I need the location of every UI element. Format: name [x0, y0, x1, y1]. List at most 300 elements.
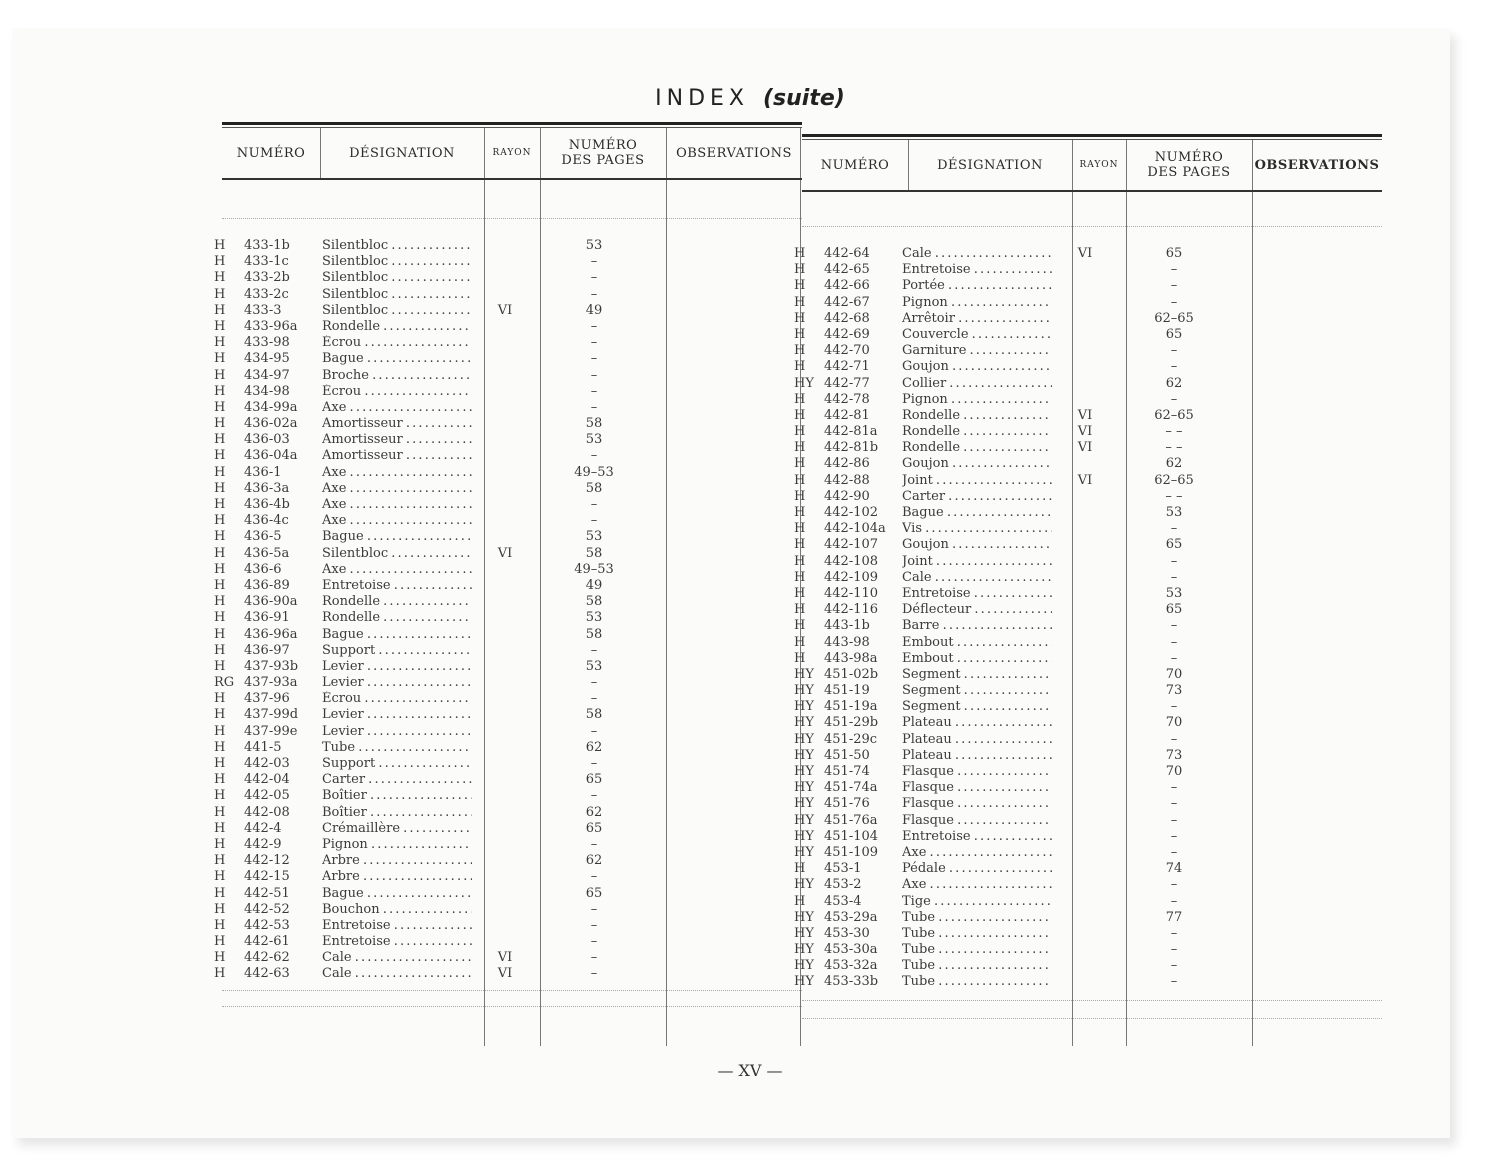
row-number: 451-76a — [824, 812, 878, 828]
table-row — [794, 667, 1382, 683]
row-rayon: VI — [497, 966, 513, 982]
row-designation: Carter . . . — [902, 489, 1052, 504]
row-pages: 58 — [585, 626, 603, 642]
row-number: 433-98 — [244, 335, 290, 351]
row-pages: – — [1170, 294, 1178, 310]
row-prefix: H — [794, 569, 806, 585]
row-number: 453-29a — [824, 909, 878, 925]
row-prefix: H — [214, 869, 226, 885]
row-number: 442-107 — [824, 537, 879, 553]
row-number: 451-50 — [824, 747, 870, 763]
row-pages: – — [1170, 942, 1178, 958]
row-number: 442-64 — [824, 246, 870, 261]
row-designation: Levier . . . — [322, 659, 472, 674]
row-prefix: H — [214, 448, 226, 464]
row-number: 433-2b — [244, 270, 290, 286]
row-designation: Tube . . . — [902, 910, 1052, 925]
table-row — [794, 278, 1382, 294]
row-prefix: H — [794, 262, 806, 278]
row-number: 436-6 — [244, 561, 282, 577]
row-number: 437-99e — [244, 723, 298, 739]
table-row — [794, 392, 1382, 408]
row-pages: – — [590, 367, 598, 383]
row-designation: Axe . . . — [322, 562, 472, 577]
dotted-rule — [802, 226, 1382, 227]
row-pages: – — [590, 318, 598, 334]
row-prefix: HY — [794, 877, 814, 893]
row-pages: – — [590, 901, 598, 917]
table-row — [214, 416, 802, 432]
table-row — [794, 570, 1382, 586]
table-row — [794, 262, 1382, 278]
row-prefix: H — [794, 488, 806, 504]
row-prefix: HY — [794, 683, 814, 699]
table-row — [214, 594, 802, 610]
row-number: 443-98a — [824, 650, 878, 666]
table-row — [794, 861, 1382, 877]
row-number: 442-90 — [824, 488, 870, 504]
header-pages-line1: NUMÉRO — [1154, 150, 1224, 165]
row-designation: Pignon . . . — [322, 837, 472, 852]
row-prefix: H — [214, 853, 226, 869]
row-prefix: RG — [214, 675, 235, 691]
row-prefix: H — [794, 505, 806, 520]
title-suffix: (suite) — [763, 86, 845, 111]
row-prefix: H — [214, 351, 226, 367]
row-designation: Axe . . . — [322, 497, 472, 512]
table-row — [794, 699, 1382, 715]
row-pages: – — [590, 756, 598, 771]
table-row — [214, 529, 802, 545]
row-designation: Rondelle . . . — [902, 424, 1052, 439]
row-designation: Segment . . . — [902, 667, 1052, 682]
column-divider — [908, 140, 909, 190]
row-designation: Axe . . . — [322, 513, 472, 528]
table-row — [214, 319, 802, 335]
row-rayon: VI — [497, 302, 513, 318]
row-rayon: VI — [1077, 407, 1093, 423]
page-title — [0, 86, 1500, 111]
row-pages: – — [1170, 650, 1178, 666]
row-designation: Amortisseur . . . — [322, 416, 472, 431]
row-pages: – — [590, 254, 598, 270]
table-row — [794, 748, 1382, 764]
row-prefix: H — [794, 359, 806, 375]
row-designation: Amortisseur . . . — [322, 432, 472, 447]
row-prefix: HY — [794, 666, 814, 682]
row-pages: – – — [1165, 488, 1183, 504]
row-pages: 58 — [585, 480, 603, 496]
row-designation: Rondelle . . . — [322, 594, 472, 609]
row-number: 442-9 — [244, 836, 282, 852]
table-row — [794, 651, 1382, 667]
table-row — [794, 715, 1382, 731]
row-number: 451-19a — [824, 699, 878, 715]
row-number: 442-12 — [244, 853, 290, 869]
row-number: 453-30a — [824, 942, 878, 958]
row-number: 442-102 — [824, 505, 879, 520]
row-prefix: HY — [794, 764, 814, 779]
row-number: 442-51 — [244, 885, 290, 901]
row-pages: 49–53 — [574, 464, 614, 480]
row-pages: – — [1170, 699, 1178, 715]
row-number: 436-91 — [244, 610, 290, 626]
row-prefix: H — [214, 335, 226, 351]
row-prefix: H — [214, 513, 226, 529]
row-prefix: H — [214, 561, 226, 577]
row-designation: Joint . . . — [902, 473, 1052, 488]
row-prefix: H — [794, 310, 806, 326]
title-text: INDEX — [655, 86, 749, 111]
row-number: 442-52 — [244, 901, 290, 917]
row-number: 442-61 — [244, 934, 290, 950]
row-prefix: H — [794, 278, 806, 294]
row-prefix: HY — [794, 699, 814, 715]
row-designation: Axe . . . — [902, 845, 1052, 860]
table-row — [214, 254, 802, 270]
row-pages: – — [1170, 618, 1178, 634]
table-row — [214, 610, 802, 626]
row-pages: 65 — [1165, 537, 1183, 553]
row-pages: 65 — [585, 820, 603, 836]
row-pages: 65 — [585, 772, 603, 788]
row-pages: 53 — [1165, 585, 1183, 601]
row-number: 433-96a — [244, 318, 298, 334]
row-number: 434-98 — [244, 383, 290, 399]
row-pages: – — [590, 513, 598, 529]
row-number: 451-02b — [824, 666, 879, 682]
row-pages: – — [1170, 731, 1178, 747]
row-rayon: VI — [1077, 440, 1093, 456]
row-designation: Flasque . . . — [902, 796, 1052, 811]
row-pages: 62 — [585, 739, 603, 755]
table-row — [794, 408, 1382, 424]
row-number: 442-67 — [824, 294, 870, 310]
row-pages: 77 — [1165, 909, 1183, 925]
row-prefix: H — [794, 456, 806, 472]
row-designation: Levier . . . — [322, 707, 472, 722]
row-prefix: H — [214, 723, 226, 739]
table-row — [214, 837, 802, 853]
table-row — [794, 343, 1382, 359]
row-number: 433-3 — [244, 302, 282, 318]
row-prefix: HY — [794, 812, 814, 828]
table-row — [794, 635, 1382, 651]
row-number: 437-93a — [244, 675, 298, 691]
row-prefix: H — [214, 642, 226, 658]
row-prefix: H — [214, 804, 226, 820]
row-pages: 58 — [585, 594, 603, 610]
table-row — [794, 311, 1382, 327]
row-number: 442-81a — [824, 424, 878, 440]
table-row — [794, 456, 1382, 472]
row-number: 434-97 — [244, 367, 290, 383]
row-prefix: H — [794, 537, 806, 553]
row-pages: – – — [1165, 424, 1183, 440]
row-number: 442-110 — [824, 585, 879, 601]
table-row — [794, 618, 1382, 634]
row-designation: Embout . . . — [902, 635, 1052, 650]
row-number: 442-77 — [824, 375, 870, 391]
row-designation: Tube . . . — [902, 942, 1052, 957]
table-row — [214, 659, 802, 675]
row-designation: Entretoise . . . — [902, 829, 1052, 844]
dotted-rule — [802, 1000, 1382, 1001]
row-number: 434-95 — [244, 351, 290, 367]
row-pages: – — [590, 950, 598, 966]
row-designation: Collier . . . — [902, 376, 1052, 391]
row-number: 437-99d — [244, 707, 299, 723]
row-designation: Joint . . . — [902, 554, 1052, 569]
row-number: 442-81 — [824, 407, 870, 423]
row-prefix: H — [214, 917, 226, 933]
row-pages: 53 — [585, 529, 603, 545]
row-pages: – — [1170, 796, 1178, 812]
table-row — [214, 351, 802, 367]
table-row — [794, 602, 1382, 618]
row-number: 451-29c — [824, 731, 878, 747]
table-row — [214, 772, 802, 788]
row-prefix: HY — [794, 958, 814, 974]
table-row — [214, 546, 802, 562]
table-row — [794, 796, 1382, 812]
row-pages: – — [590, 675, 598, 691]
row-designation: Silentbloc . . . — [322, 254, 472, 269]
table-row — [794, 521, 1382, 537]
left-rows — [214, 238, 802, 983]
row-designation: Pignon . . . — [902, 295, 1052, 310]
table-row — [794, 246, 1382, 262]
top-rule — [222, 122, 802, 125]
row-number: 442-70 — [824, 343, 870, 359]
row-designation: Bouchon . . . — [322, 902, 472, 917]
table-row — [214, 691, 802, 707]
row-designation: Plateau . . . — [902, 732, 1052, 747]
table-row — [214, 627, 802, 643]
row-designation: Cale . . . — [322, 950, 472, 965]
row-number: 436-1 — [244, 464, 282, 480]
row-pages: – — [1170, 925, 1178, 941]
table-row — [214, 950, 802, 966]
header-rayon: RAYON — [1079, 159, 1119, 170]
row-number: 436-02a — [244, 416, 298, 432]
row-prefix: H — [794, 521, 806, 537]
row-number: 442-69 — [824, 326, 870, 342]
row-designation: Support . . . — [322, 643, 472, 658]
table-row — [214, 578, 802, 594]
row-designation: Tube . . . — [902, 958, 1052, 973]
row-number: 453-32a — [824, 958, 878, 974]
row-prefix: H — [214, 497, 226, 512]
row-designation: Rondelle . . . — [322, 610, 472, 625]
row-number: 451-74 — [824, 764, 870, 779]
row-prefix: H — [794, 634, 806, 650]
row-prefix: H — [794, 893, 806, 909]
row-prefix: H — [214, 270, 226, 286]
table-row — [214, 368, 802, 384]
table-row — [214, 756, 802, 772]
table-row — [214, 448, 802, 464]
row-pages: 62 — [1165, 375, 1183, 391]
row-prefix: HY — [794, 731, 814, 747]
row-pages: 53 — [1165, 505, 1183, 520]
row-prefix: H — [214, 529, 226, 545]
row-rayon: VI — [1077, 472, 1093, 488]
row-pages: 62–65 — [1154, 310, 1194, 326]
row-rayon: VI — [497, 545, 513, 561]
row-pages: 49 — [585, 302, 603, 318]
row-prefix: H — [794, 343, 806, 359]
table-row — [214, 432, 802, 448]
row-pages: – — [590, 383, 598, 399]
row-designation: Arbre . . . — [322, 869, 472, 884]
table-row — [214, 853, 802, 869]
row-pages: 70 — [1165, 715, 1183, 731]
row-pages: – — [590, 351, 598, 367]
row-number: 451-29b — [824, 715, 879, 731]
row-prefix: HY — [794, 942, 814, 958]
row-designation: Tube . . . — [322, 740, 472, 755]
row-prefix: H — [214, 966, 226, 982]
row-pages: – — [590, 723, 598, 739]
row-pages: 58 — [585, 545, 603, 561]
row-prefix: H — [214, 383, 226, 399]
row-number: 451-74a — [824, 780, 878, 796]
table-row — [214, 886, 802, 902]
row-designation: Flasque . . . — [902, 813, 1052, 828]
row-prefix: H — [214, 464, 226, 480]
row-prefix: H — [214, 286, 226, 302]
row-pages: – — [590, 836, 598, 852]
row-number: 442-63 — [244, 966, 290, 982]
row-prefix: H — [214, 658, 226, 674]
row-designation: Couvercle . . . — [902, 327, 1052, 342]
row-rayon: VI — [1077, 424, 1093, 440]
row-prefix: H — [214, 901, 226, 917]
row-prefix: H — [794, 424, 806, 440]
row-prefix: H — [794, 326, 806, 342]
row-number: 442-08 — [244, 804, 290, 820]
row-pages: – — [590, 270, 598, 286]
index-table-right — [794, 134, 1382, 1046]
row-number: 442-109 — [824, 569, 879, 585]
row-pages: – — [1170, 521, 1178, 537]
row-number: 436-5 — [244, 529, 282, 545]
row-prefix: HY — [794, 828, 814, 844]
header-pages — [540, 128, 666, 178]
table-row — [794, 910, 1382, 926]
row-prefix: H — [214, 788, 226, 804]
row-designation: Silentbloc . . . — [322, 238, 472, 253]
row-number: 442-78 — [824, 391, 870, 407]
table-row — [214, 400, 802, 416]
table-row — [214, 481, 802, 497]
row-pages: – — [1170, 278, 1178, 294]
row-designation: Entretoise . . . — [902, 262, 1052, 277]
row-pages: – — [1170, 359, 1178, 375]
header-rule — [222, 178, 802, 180]
row-prefix: H — [794, 294, 806, 310]
dotted-rule — [222, 990, 802, 991]
row-number: 433-2c — [244, 286, 289, 302]
table-row — [794, 894, 1382, 910]
table-row — [794, 505, 1382, 521]
row-pages: – — [590, 286, 598, 302]
row-number: 443-98 — [824, 634, 870, 650]
row-designation: Broche . . . — [322, 368, 472, 383]
row-designation: Silentbloc . . . — [322, 287, 472, 302]
row-number: 442-104a — [824, 521, 886, 537]
row-prefix: H — [214, 238, 226, 253]
row-pages: – — [590, 934, 598, 950]
row-prefix: H — [214, 610, 226, 626]
row-number: 453-33b — [824, 974, 879, 990]
header-pages — [1126, 140, 1252, 190]
row-prefix: HY — [794, 747, 814, 763]
row-designation: Rondelle . . . — [322, 319, 472, 334]
row-number: 453-30 — [824, 925, 870, 941]
row-number: 442-65 — [824, 262, 870, 278]
row-number: 433-1c — [244, 254, 289, 270]
row-number: 442-53 — [244, 917, 290, 933]
row-prefix: H — [214, 934, 226, 950]
row-designation: Boîtier . . . — [322, 805, 472, 820]
row-number: 436-96a — [244, 626, 298, 642]
row-designation: Silentbloc . . . — [322, 303, 472, 318]
row-designation: Silentbloc . . . — [322, 546, 472, 561]
row-number: 453-4 — [824, 893, 862, 909]
row-number: 441-5 — [244, 739, 282, 755]
row-prefix: H — [794, 407, 806, 423]
table-row — [214, 465, 802, 481]
row-designation: Carter . . . — [322, 772, 472, 787]
row-designation: Plateau . . . — [902, 715, 1052, 730]
row-prefix: H — [214, 545, 226, 561]
row-designation: Arrêtoir . . . — [902, 311, 1052, 326]
row-pages: – — [590, 869, 598, 885]
header-pages-line2: DES PAGES — [1147, 165, 1231, 180]
row-pages: – — [1170, 893, 1178, 909]
row-designation: Vis . . . — [902, 521, 1052, 536]
column-divider — [320, 128, 321, 178]
row-designation: Tige . . . — [902, 894, 1052, 909]
row-designation: Pédale . . . — [902, 861, 1052, 876]
row-prefix: H — [214, 739, 226, 755]
row-pages: – — [1170, 974, 1178, 990]
row-prefix: HY — [794, 844, 814, 860]
row-designation: Amortisseur . . . — [322, 448, 472, 463]
row-designation: Goujon . . . — [902, 456, 1052, 471]
row-designation: Écrou . . . — [322, 691, 472, 706]
row-prefix: H — [794, 440, 806, 456]
right-rows — [794, 246, 1382, 991]
row-number: 437-96 — [244, 691, 290, 707]
table-row — [794, 764, 1382, 780]
row-prefix: H — [794, 618, 806, 634]
table-row — [214, 287, 802, 303]
row-prefix: H — [794, 246, 806, 261]
row-pages: – — [1170, 262, 1178, 278]
table-row — [214, 675, 802, 691]
row-pages: 62 — [1165, 456, 1183, 472]
row-pages: – — [590, 642, 598, 658]
row-prefix: HY — [794, 974, 814, 990]
row-designation: Tube . . . — [902, 926, 1052, 941]
row-prefix: H — [214, 302, 226, 318]
row-pages: 53 — [585, 610, 603, 626]
table-row — [214, 238, 802, 254]
header-designation: DÉSIGNATION — [937, 157, 1043, 173]
